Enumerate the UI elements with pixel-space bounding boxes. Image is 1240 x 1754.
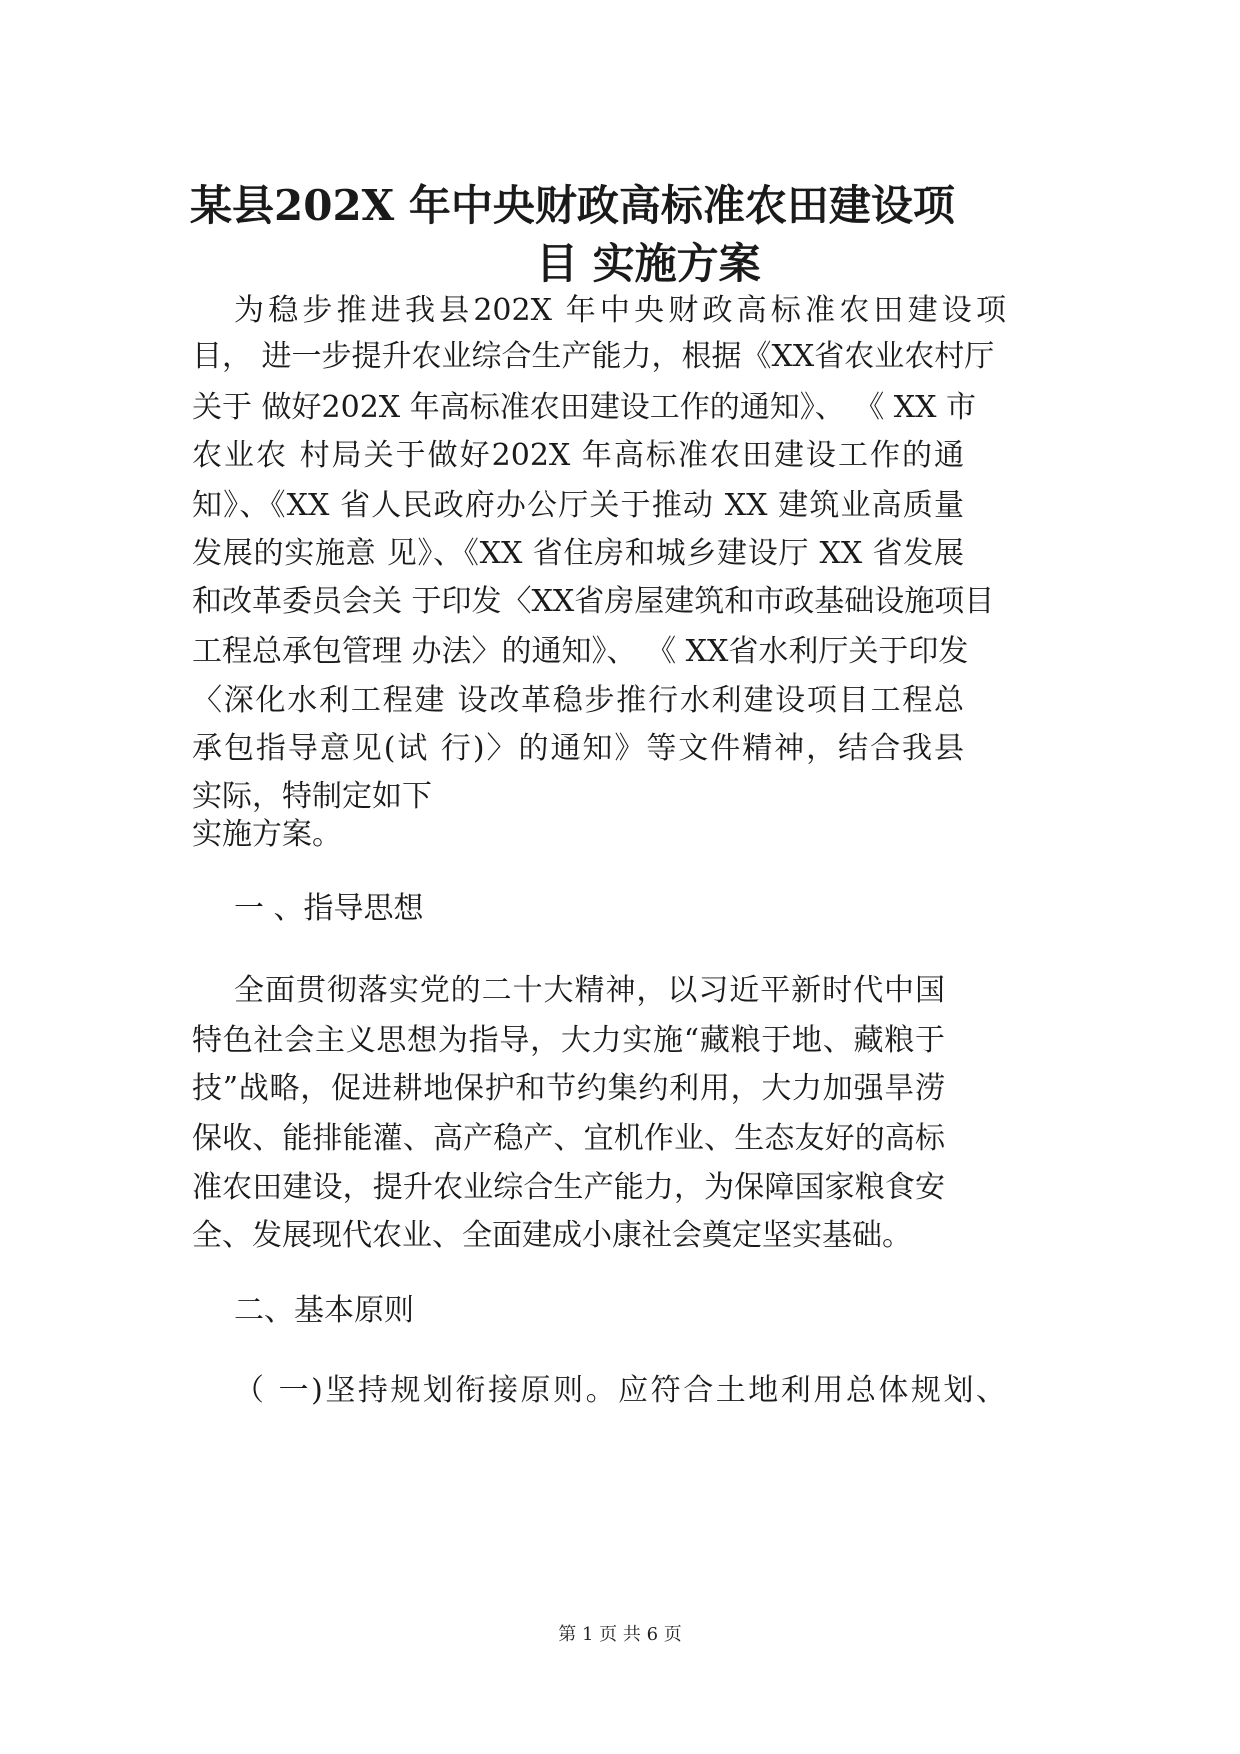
section1-line: 准农田建设，提升农业综合生产能力，为保障国家粮食安	[192, 1170, 945, 1205]
intro-line: 知》、《XX 省人民政府办公厅关于推动 XX 建筑业高质量	[192, 488, 964, 523]
intro-line: 承包指导意见(试 行)〉的通知》等文件精神，结合我县	[192, 731, 964, 766]
section2-line: （ 一)坚持规划衔接原则。应符合土地利用总体规划、	[234, 1373, 1006, 1408]
intro-line: 目， 进一步提升农业综合生产能力，根据《XX省农业农村厅	[192, 339, 995, 374]
intro-line: 为稳步推进我县202X 年中央财政高标准农田建设项	[234, 293, 1006, 328]
section1-line: 保收、能排能灌、高产稳产、宜机作业、生态友好的高标	[192, 1121, 945, 1156]
intro-line: 关于 做好202X 年高标准农田建设工作的通知》、 《 XX 市	[192, 390, 977, 425]
intro-line: 〈深化水利工程建 设改革稳步推行水利建设项目工程总	[192, 683, 964, 718]
section-heading-guiding-ideology: 一 、指导思想	[234, 891, 424, 926]
intro-line: 发展的实施意 见》、《XX 省住房和城乡建设厅 XX 省发展	[192, 536, 964, 571]
section1-line: 全、发展现代农业、全面建成小康社会奠定坚实基础。	[192, 1218, 912, 1253]
section1-line: 特色社会主义思想为指导，大力实施“藏粮于地、藏粮于	[192, 1023, 945, 1058]
intro-line: 工程总承包管理 办法〉的通知》、 《 XX省水利厅关于印发	[192, 634, 969, 669]
section1-line: 全面贯彻落实党的二十大精神，以习近平新时代中国	[234, 973, 945, 1008]
intro-line: 实际，特制定如下	[192, 779, 432, 814]
document-title-line-1: 某县202X 年中央财政高标准农田建设项	[190, 181, 955, 230]
intro-line: 实施方案。	[192, 817, 342, 852]
document-title-line-2: 目 实施方案	[536, 239, 761, 288]
intro-line: 农业农 村局关于做好202X 年高标准农田建设工作的通	[192, 438, 964, 473]
section1-line: 技”战略，促进耕地保护和节约集约利用，大力加强旱涝	[192, 1071, 945, 1106]
section-heading-basic-principles: 二、基本原则	[234, 1293, 414, 1328]
page-number-footer: 第 1 页 共 6 页	[558, 1624, 682, 1645]
intro-line: 和改革委员会关 于印发〈XX省房屋建筑和市政基础设施项目	[192, 584, 995, 619]
